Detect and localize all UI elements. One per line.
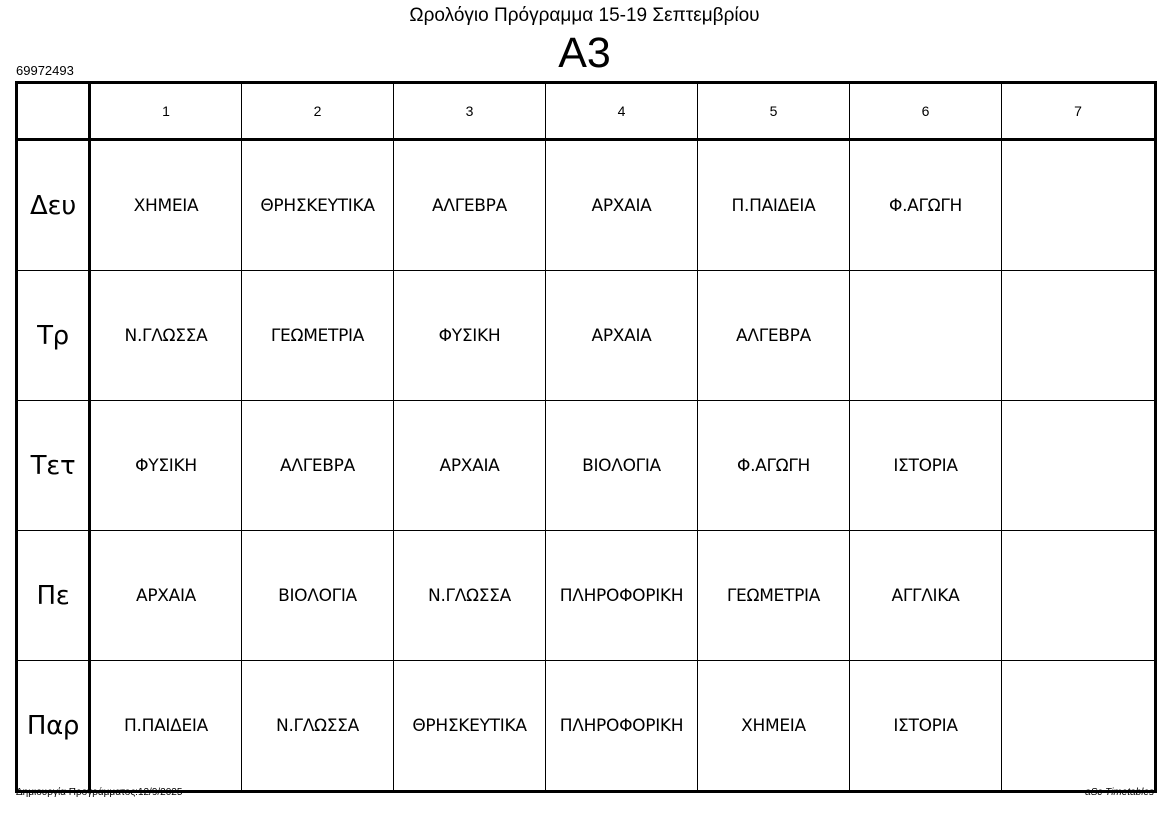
period-header: 2 xyxy=(242,83,394,140)
timetable-body xyxy=(17,83,1156,792)
day-row xyxy=(17,140,1156,271)
day-label: Τρ xyxy=(17,271,90,401)
period-header: 4 xyxy=(546,83,698,140)
lesson-cell xyxy=(1002,140,1156,271)
day-row xyxy=(17,271,1156,401)
lesson-cell xyxy=(1002,401,1156,531)
lesson-cell: Φ.ΑΓΩΓΗ xyxy=(850,140,1002,271)
lesson-cell: Ν.ΓΛΩΣΣΑ xyxy=(242,661,394,792)
schedule-code: 69972493 xyxy=(16,63,74,78)
lesson-cell: ΙΣΤΟΡΙΑ xyxy=(850,401,1002,531)
lesson-cell: ΑΡΧΑΙΑ xyxy=(546,140,698,271)
lesson-cell: ΦΥΣΙΚΗ xyxy=(90,401,242,531)
period-header: 3 xyxy=(394,83,546,140)
day-row xyxy=(17,661,1156,792)
lesson-cell: ΦΥΣΙΚΗ xyxy=(394,271,546,401)
lesson-cell: ΘΡΗΣΚΕΥΤΙΚΑ xyxy=(394,661,546,792)
lesson-cell: ΑΡΧΑΙΑ xyxy=(90,531,242,661)
lesson-cell: ΑΡΧΑΙΑ xyxy=(394,401,546,531)
day-label: Τετ xyxy=(17,401,90,531)
period-header-row xyxy=(17,83,1156,140)
corner-cell xyxy=(17,83,90,140)
lesson-cell: ΘΡΗΣΚΕΥΤΙΚΑ xyxy=(242,140,394,271)
lesson-cell: Φ.ΑΓΩΓΗ xyxy=(698,401,850,531)
lesson-cell: Ν.ΓΛΩΣΣΑ xyxy=(394,531,546,661)
lesson-cell: ΑΓΓΛΙΚΑ xyxy=(850,531,1002,661)
lesson-cell: ΑΛΓΕΒΡΑ xyxy=(242,401,394,531)
period-header: 5 xyxy=(698,83,850,140)
brand-label: aSc Timetables xyxy=(1085,787,1154,798)
lesson-cell xyxy=(1002,531,1156,661)
lesson-cell: ΧΗΜΕΙΑ xyxy=(90,140,242,271)
period-header: 1 xyxy=(90,83,242,140)
lesson-cell: ΠΛΗΡΟΦΟΡΙΚΗ xyxy=(546,531,698,661)
day-label: Δευ xyxy=(17,140,90,271)
lesson-cell xyxy=(1002,661,1156,792)
lesson-cell: ΓΕΩΜΕΤΡΙΑ xyxy=(698,531,850,661)
lesson-cell: ΧΗΜΕΙΑ xyxy=(698,661,850,792)
lesson-cell: ΒΙΟΛΟΓΙΑ xyxy=(546,401,698,531)
day-row xyxy=(17,531,1156,661)
lesson-cell: ΠΛΗΡΟΦΟΡΙΚΗ xyxy=(546,661,698,792)
lesson-cell: ΑΡΧΑΙΑ xyxy=(546,271,698,401)
day-label: Παρ xyxy=(17,661,90,792)
lesson-cell xyxy=(850,271,1002,401)
period-header: 6 xyxy=(850,83,1002,140)
lesson-cell: ΑΛΓΕΒΡΑ xyxy=(698,271,850,401)
lesson-cell xyxy=(1002,271,1156,401)
lesson-cell: ΑΛΓΕΒΡΑ xyxy=(394,140,546,271)
day-row xyxy=(17,401,1156,531)
lesson-cell: Ν.ΓΛΩΣΣΑ xyxy=(90,271,242,401)
lesson-cell: ΒΙΟΛΟΓΙΑ xyxy=(242,531,394,661)
timetable xyxy=(15,81,1157,793)
period-header: 7 xyxy=(1002,83,1156,140)
lesson-cell: ΙΣΤΟΡΙΑ xyxy=(850,661,1002,792)
created-date: Δημιουργία Προγράμματος:12/9/2025 xyxy=(16,787,183,798)
lesson-cell: Π.ΠΑΙΔΕΙΑ xyxy=(90,661,242,792)
day-label: Πε xyxy=(17,531,90,661)
class-name: Α3 xyxy=(558,29,611,77)
lesson-cell: ΓΕΩΜΕΤΡΙΑ xyxy=(242,271,394,401)
lesson-cell: Π.ΠΑΙΔΕΙΑ xyxy=(698,140,850,271)
page-title: Ωρολόγιο Πρόγραμμα 15-19 Σεπτεμβρίου xyxy=(409,5,760,26)
